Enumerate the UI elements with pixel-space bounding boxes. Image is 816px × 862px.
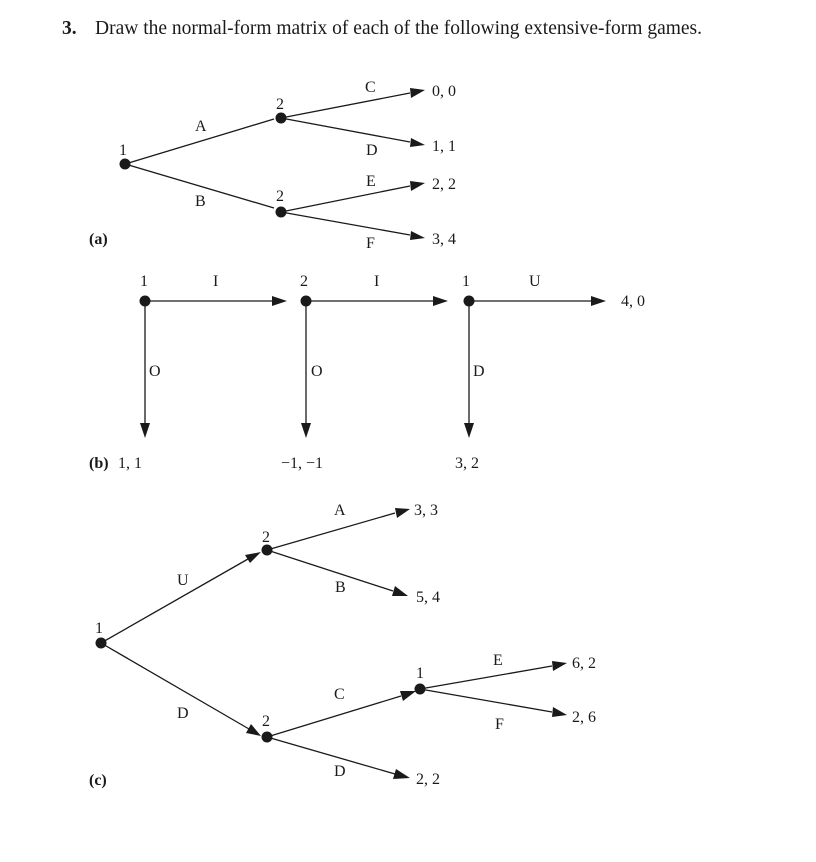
payoff-a-f: 3, 4 (432, 231, 456, 248)
action-a-e: E (366, 173, 376, 190)
arrowhead-a-e (410, 181, 425, 191)
arrowhead-a-f (410, 231, 425, 240)
action-b-up: U (529, 273, 541, 290)
panel-label-a: (a) (89, 231, 108, 248)
problem-text: Draw the normal-form matrix of each of the following extensive-form games. (95, 18, 703, 39)
arrowhead-a-c (410, 88, 425, 98)
edge-c-action-b (267, 550, 393, 591)
action-c-b: B (335, 579, 346, 596)
action-a-b: B (195, 193, 206, 210)
action-c-d2: D (334, 763, 346, 780)
arrowhead-a-d (410, 138, 425, 147)
edge-a-action-f (281, 212, 410, 235)
edge-c-action-d2 (267, 737, 395, 774)
player-b-third: 1 (462, 273, 470, 290)
arrowhead-b-out-1 (140, 423, 150, 438)
panel-label-c: (c) (89, 772, 107, 789)
payoff-a-e: 2, 2 (432, 176, 456, 193)
action-a-d: D (366, 142, 378, 159)
action-b-out-2: O (311, 363, 323, 380)
edge-c-action-u (101, 559, 248, 643)
edge-a-action-e (281, 186, 410, 212)
player-c-lower: 2 (262, 713, 270, 730)
player-a-lower: 2 (276, 188, 284, 205)
node-c-inner (415, 684, 426, 695)
player-c-root: 1 (95, 620, 103, 637)
edge-c-action-a (267, 513, 395, 550)
action-b-down: D (473, 363, 485, 380)
node-c-lower (262, 732, 273, 743)
arrowhead-c-u (245, 552, 261, 563)
action-c-d1: D (177, 705, 189, 722)
payoff-c-b: 5, 4 (416, 589, 440, 606)
payoff-b-out-1: 1, 1 (118, 455, 142, 472)
node-b-third (464, 296, 475, 307)
action-b-in-2: I (374, 273, 380, 290)
arrowhead-b-up (591, 296, 606, 306)
arrowhead-b-in-1 (272, 296, 287, 306)
player-a-root: 1 (119, 142, 127, 159)
game-c-tree (89, 502, 596, 789)
node-c-root (96, 638, 107, 649)
payoff-b-out-2: −1, −1 (281, 455, 324, 472)
game-b-tree (89, 273, 645, 472)
edge-c-action-d1 (101, 643, 249, 729)
player-b-first: 1 (140, 273, 148, 290)
action-b-out-1: O (149, 363, 161, 380)
edge-a-action-d (281, 118, 410, 142)
arrowhead-b-in-2 (433, 296, 448, 306)
action-c-c: C (334, 686, 345, 703)
problem-number: 3. (62, 18, 77, 39)
edge-c-action-f (420, 689, 552, 712)
arrowhead-c-d2 (393, 769, 410, 779)
action-a-f: F (366, 235, 375, 252)
payoff-c-e: 6, 2 (572, 655, 596, 672)
action-c-e: E (493, 652, 503, 669)
arrowhead-b-down (464, 423, 474, 438)
player-a-upper: 2 (276, 96, 284, 113)
payoff-b-down: 3, 2 (455, 455, 479, 472)
payoff-c-f: 2, 6 (572, 709, 596, 726)
payoff-a-c: 0, 0 (432, 83, 456, 100)
arrowhead-b-out-2 (301, 423, 311, 438)
action-c-f: F (495, 716, 504, 733)
node-b-first (140, 296, 151, 307)
node-c-upper (262, 545, 273, 556)
node-b-second (301, 296, 312, 307)
arrowhead-c-a (395, 508, 410, 518)
payoff-c-a: 3, 3 (414, 502, 438, 519)
player-c-inner: 1 (416, 665, 424, 682)
action-b-in-1: I (213, 273, 219, 290)
edge-a-action-c (281, 93, 410, 118)
edge-c-action-e (420, 666, 552, 689)
arrowhead-c-c (400, 691, 416, 701)
node-a-lower (276, 207, 287, 218)
node-a-root (120, 159, 131, 170)
action-a-c: C (365, 79, 376, 96)
player-b-second: 2 (300, 273, 308, 290)
arrowhead-c-d1 (246, 724, 261, 736)
payoff-a-d: 1, 1 (432, 138, 456, 155)
payoff-c-d2: 2, 2 (416, 771, 440, 788)
node-a-upper (276, 113, 287, 124)
payoff-b-up: 4, 0 (621, 293, 645, 310)
game-a-tree (89, 79, 456, 252)
action-c-u: U (177, 572, 189, 589)
action-a-a: A (195, 118, 207, 135)
arrowhead-c-f (552, 707, 567, 717)
action-c-a: A (334, 502, 346, 519)
panel-label-b: (b) (89, 455, 109, 472)
arrowhead-c-e (552, 661, 567, 671)
arrowhead-c-b (392, 586, 408, 596)
player-c-upper: 2 (262, 529, 270, 546)
